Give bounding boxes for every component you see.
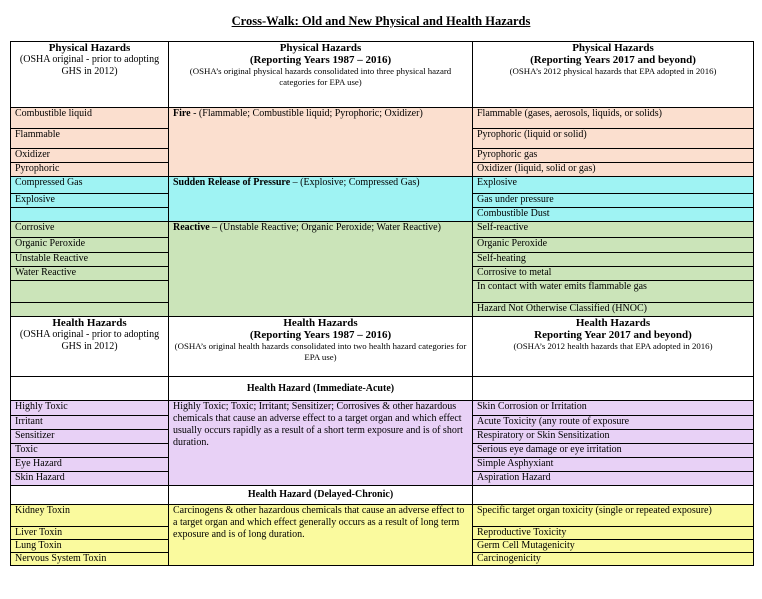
physical-header-col3-sub: (Reporting Years 2017 and beyond)	[530, 54, 696, 66]
old-hazard-cell: Toxic	[11, 444, 169, 458]
old-hazard-cell: Combustible liquid	[11, 108, 169, 129]
new-hazard-cell: Aspiration Hazard	[473, 472, 754, 486]
old-hazard-cell: Liver Toxin	[11, 527, 169, 540]
new-hazard-cell: Pyrophoric (liquid or solid)	[473, 129, 754, 149]
new-hazard-cell: In contact with water emits flammable gas	[473, 281, 754, 303]
physical-header-col1-title: Physical Hazards	[48, 42, 131, 54]
health-header-col1-title: Health Hazards	[52, 317, 127, 329]
physical-header-col1	[11, 42, 169, 108]
chronic-heading: Health Hazard (Delayed-Chronic)	[169, 486, 473, 505]
health-header-col1-sub: (OSHA original - prior to adopting GHS in 2012)	[19, 329, 160, 352]
new-hazard-cell: Self-heating	[473, 253, 754, 267]
chronic-category-cell: Carcinogens & other hazardous chemicals that cause an adverse effect to a target organ and which effect generally occurs as a result of long term exposure and is of long duration.	[169, 505, 473, 566]
health-header-col3-note: (OSHA’s 2012 health hazards that EPA adopted in 2016)	[513, 341, 713, 351]
old-hazard-cell	[11, 208, 169, 222]
new-hazard-cell: Simple Asphyxiant	[473, 458, 754, 472]
reactive-category-cell	[169, 222, 473, 317]
new-hazard-cell: Respiratory or Skin Sensitization	[473, 430, 754, 444]
old-hazard-cell: Kidney Toxin	[11, 505, 169, 527]
new-hazard-cell: Germ Cell Mutagenicity	[473, 540, 754, 553]
acute-heading: Health Hazard (Immediate-Acute)	[169, 377, 473, 401]
reactive-category-desc: – (Unstable Reactive; Organic Peroxide; Water Reactive)	[209, 222, 441, 233]
document-title: Cross-Walk: Old and New Physical and Health Hazards	[231, 14, 531, 28]
physical-header-col3-note: (OSHA’s 2012 physical hazards that EPA adopted in 2016)	[509, 66, 717, 76]
health-header-col3	[473, 317, 754, 377]
old-hazard-cell: Sensitizer	[11, 430, 169, 444]
physical-header-row	[11, 42, 754, 108]
new-hazard-cell: Combustible Dust	[473, 208, 754, 222]
health-header-col2-title: Health Hazards	[283, 317, 358, 329]
new-hazard-cell: Hazard Not Otherwise Classified (HNOC)	[473, 303, 754, 317]
old-hazard-cell: Organic Peroxide	[11, 238, 169, 253]
physical-header-col3-title: Physical Hazards	[572, 42, 654, 54]
old-hazard-cell: Unstable Reactive	[11, 253, 169, 267]
fire-category-cell	[169, 108, 473, 177]
health-header-col2-sub: (Reporting Years 1987 – 2016)	[249, 329, 392, 341]
chronic-heading-blank-left	[11, 486, 169, 505]
fire-category-label: Fire	[173, 108, 191, 119]
new-hazard-cell: Carcinogenicity	[473, 553, 754, 566]
old-hazard-cell: Lung Toxin	[11, 540, 169, 553]
crosswalk-table	[10, 41, 754, 566]
physical-header-col2	[169, 42, 473, 108]
acute-category-cell: Highly Toxic; Toxic; Irritant; Sensitizer; Corrosives & other hazardous chemicals that cause an adverse effect to a target organ and which effect usually occurs rapidly as a result of a short term exposure and is of short duration.	[169, 401, 473, 486]
new-hazard-cell: Serious eye damage or eye irritation	[473, 444, 754, 458]
new-hazard-cell: Self-reactive	[473, 222, 754, 238]
old-hazard-cell: Irritant	[11, 416, 169, 430]
new-hazard-cell: Acute Toxicity (any route of exposure	[473, 416, 754, 430]
health-header-col2	[169, 317, 473, 377]
health-header-col3-title: Health Hazards	[575, 317, 651, 329]
old-hazard-cell: Pyrophoric	[11, 163, 169, 177]
pressure-category-cell	[169, 177, 473, 222]
table-row	[11, 401, 754, 416]
new-hazard-cell: Explosive	[473, 177, 754, 194]
health-header-col3-sub: Reporting Year 2017 and beyond)	[534, 329, 692, 341]
new-hazard-cell: Pyrophoric gas	[473, 149, 754, 163]
old-hazard-cell	[11, 281, 169, 303]
new-hazard-cell: Oxidizer (liquid, solid or gas)	[473, 163, 754, 177]
new-hazard-cell: Organic Peroxide	[473, 238, 754, 253]
acute-heading-row	[11, 377, 754, 401]
chronic-heading-blank-right	[473, 486, 754, 505]
physical-header-col2-sub: (Reporting Years 1987 – 2016)	[249, 54, 392, 66]
pressure-category-label: Sudden Release of Pressure	[173, 177, 291, 188]
new-hazard-cell: Gas under pressure	[473, 194, 754, 208]
old-hazard-cell: Oxidizer	[11, 149, 169, 163]
old-hazard-cell: Corrosive	[11, 222, 169, 238]
new-hazard-cell: Flammable (gases, aerosols, liquids, or solids)	[473, 108, 754, 129]
physical-header-col2-title: Physical Hazards	[279, 42, 362, 54]
old-hazard-cell: Nervous System Toxin	[11, 553, 169, 566]
acute-heading-blank-right	[473, 377, 754, 401]
health-header-col1	[11, 317, 169, 377]
reactive-category-label: Reactive	[173, 222, 210, 233]
new-hazard-cell: Corrosive to metal	[473, 267, 754, 281]
acute-heading-blank-left	[11, 377, 169, 401]
new-hazard-cell: Skin Corrosion or Irritation	[473, 401, 754, 416]
table-row	[11, 505, 754, 527]
table-row	[11, 177, 754, 194]
table-row	[11, 222, 754, 238]
old-hazard-cell: Eye Hazard	[11, 458, 169, 472]
physical-header-col2-note: (OSHA’s original physical hazards consolidated into three physical hazard categories for EPA use)	[189, 66, 452, 87]
old-hazard-cell: Flammable	[11, 129, 169, 149]
old-hazard-cell: Water Reactive	[11, 267, 169, 281]
old-hazard-cell: Compressed Gas	[11, 177, 169, 194]
health-header-col2-note: (OSHA’s original health hazards consolidated into two health hazard categories for EPA use)	[174, 341, 467, 362]
fire-category-desc: - (Flammable; Combustible liquid; Pyrophoric; Oxidizer)	[190, 108, 423, 119]
new-hazard-cell: Reproductive Toxicity	[473, 527, 754, 540]
pressure-category-desc: – (Explosive; Compressed Gas)	[290, 177, 420, 188]
physical-header-col1-sub: (OSHA original - prior to adopting GHS in 2012)	[19, 54, 160, 77]
old-hazard-cell	[11, 303, 169, 317]
chronic-heading-row	[11, 486, 754, 505]
old-hazard-cell: Explosive	[11, 194, 169, 208]
old-hazard-cell: Skin Hazard	[11, 472, 169, 486]
health-header-row	[11, 317, 754, 377]
old-hazard-cell: Highly Toxic	[11, 401, 169, 416]
new-hazard-cell: Specific target organ toxicity (single or repeated exposure)	[473, 505, 754, 527]
physical-header-col3	[473, 42, 754, 108]
table-row	[11, 108, 754, 129]
